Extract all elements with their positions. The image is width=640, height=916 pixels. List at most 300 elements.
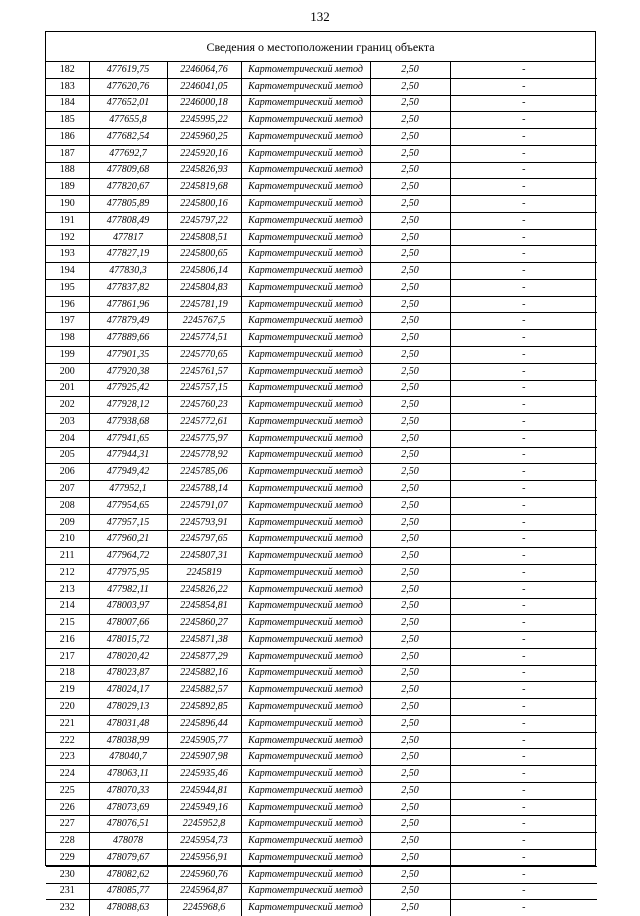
accuracy-cell: 2,50 xyxy=(370,263,450,280)
table-row xyxy=(46,363,597,380)
note-cell: - xyxy=(450,464,597,481)
y-coordinate-cell: 2245968,6 xyxy=(167,900,241,916)
x-coordinate-cell: 478082,62 xyxy=(89,866,167,883)
point-number-cell: 217 xyxy=(46,648,89,665)
table-row xyxy=(46,782,597,799)
point-number-cell: 220 xyxy=(46,699,89,716)
y-coordinate-cell: 2245944,81 xyxy=(167,782,241,799)
method-cell: Картометрический метод xyxy=(241,481,370,498)
y-coordinate-cell: 2245877,29 xyxy=(167,648,241,665)
table-row xyxy=(46,129,597,146)
point-number-cell: 222 xyxy=(46,732,89,749)
accuracy-cell: 2,50 xyxy=(370,732,450,749)
y-coordinate-cell: 2245826,93 xyxy=(167,162,241,179)
note-cell: - xyxy=(450,414,597,431)
point-number-cell: 196 xyxy=(46,296,89,313)
table-row xyxy=(46,598,597,615)
note-cell: - xyxy=(450,229,597,246)
note-cell: - xyxy=(450,112,597,129)
accuracy-cell: 2,50 xyxy=(370,615,450,632)
table-row xyxy=(46,766,597,783)
point-number-cell: 215 xyxy=(46,615,89,632)
table-row xyxy=(46,833,597,850)
coordinates-table xyxy=(46,62,597,916)
note-cell: - xyxy=(450,648,597,665)
table-row xyxy=(46,414,597,431)
table-row xyxy=(46,179,597,196)
table-row xyxy=(46,78,597,95)
point-number-cell: 191 xyxy=(46,212,89,229)
method-cell: Картометрический метод xyxy=(241,715,370,732)
point-number-cell: 199 xyxy=(46,347,89,364)
x-coordinate-cell: 477861,96 xyxy=(89,296,167,313)
x-coordinate-cell: 477960,21 xyxy=(89,531,167,548)
point-number-cell: 197 xyxy=(46,313,89,330)
x-coordinate-cell: 478040,7 xyxy=(89,749,167,766)
point-number-cell: 192 xyxy=(46,229,89,246)
table-row xyxy=(46,749,597,766)
note-cell: - xyxy=(450,330,597,347)
x-coordinate-cell: 478023,87 xyxy=(89,665,167,682)
x-coordinate-cell: 477820,67 xyxy=(89,179,167,196)
method-cell: Картометрический метод xyxy=(241,682,370,699)
method-cell: Картометрический метод xyxy=(241,363,370,380)
point-number-cell: 188 xyxy=(46,162,89,179)
table-row xyxy=(46,263,597,280)
x-coordinate-cell: 477964,72 xyxy=(89,548,167,565)
accuracy-cell: 2,50 xyxy=(370,279,450,296)
note-cell: - xyxy=(450,497,597,514)
method-cell: Картометрический метод xyxy=(241,548,370,565)
table-row xyxy=(46,615,597,632)
table-row xyxy=(46,347,597,364)
method-cell: Картометрический метод xyxy=(241,514,370,531)
y-coordinate-cell: 2245871,38 xyxy=(167,632,241,649)
note-cell: - xyxy=(450,196,597,213)
point-number-cell: 224 xyxy=(46,766,89,783)
x-coordinate-cell: 478007,66 xyxy=(89,615,167,632)
accuracy-cell: 2,50 xyxy=(370,380,450,397)
accuracy-cell: 2,50 xyxy=(370,900,450,916)
x-coordinate-cell: 477920,38 xyxy=(89,363,167,380)
point-number-cell: 189 xyxy=(46,179,89,196)
method-cell: Картометрический метод xyxy=(241,699,370,716)
note-cell: - xyxy=(450,397,597,414)
y-coordinate-cell: 2245757,15 xyxy=(167,380,241,397)
y-coordinate-cell: 2245892,85 xyxy=(167,699,241,716)
y-coordinate-cell: 2245772,61 xyxy=(167,414,241,431)
x-coordinate-cell: 478024,17 xyxy=(89,682,167,699)
accuracy-cell: 2,50 xyxy=(370,564,450,581)
method-cell: Картометрический метод xyxy=(241,766,370,783)
x-coordinate-cell: 477982,11 xyxy=(89,581,167,598)
point-number-cell: 231 xyxy=(46,883,89,900)
y-coordinate-cell: 2246000,18 xyxy=(167,95,241,112)
point-number-cell: 214 xyxy=(46,598,89,615)
accuracy-cell: 2,50 xyxy=(370,129,450,146)
table-row xyxy=(46,699,597,716)
table-row xyxy=(46,330,597,347)
y-coordinate-cell: 2245826,22 xyxy=(167,581,241,598)
page-number: 132 xyxy=(310,9,330,24)
table-row xyxy=(46,464,597,481)
accuracy-cell: 2,50 xyxy=(370,363,450,380)
accuracy-cell: 2,50 xyxy=(370,212,450,229)
point-number-cell: 218 xyxy=(46,665,89,682)
note-cell: - xyxy=(450,296,597,313)
table-row xyxy=(46,816,597,833)
accuracy-cell: 2,50 xyxy=(370,866,450,883)
y-coordinate-cell: 2245788,14 xyxy=(167,481,241,498)
method-cell: Картометрический метод xyxy=(241,179,370,196)
table-row xyxy=(46,715,597,732)
point-number-cell: 187 xyxy=(46,145,89,162)
method-cell: Картометрический метод xyxy=(241,313,370,330)
note-cell: - xyxy=(450,699,597,716)
point-number-cell: 193 xyxy=(46,246,89,263)
x-coordinate-cell: 478070,33 xyxy=(89,782,167,799)
accuracy-cell: 2,50 xyxy=(370,531,450,548)
y-coordinate-cell: 2245935,46 xyxy=(167,766,241,783)
point-number-cell: 195 xyxy=(46,279,89,296)
accuracy-cell: 2,50 xyxy=(370,447,450,464)
table-row xyxy=(46,900,597,916)
note-cell: - xyxy=(522,63,526,75)
table-row xyxy=(46,380,597,397)
method-cell: Картометрический метод xyxy=(241,531,370,548)
x-coordinate-cell: 477938,68 xyxy=(89,414,167,431)
y-coordinate-cell: 2245819,68 xyxy=(167,179,241,196)
method-cell: Картометрический метод xyxy=(241,129,370,146)
accuracy-cell: 2,50 xyxy=(370,782,450,799)
y-coordinate-cell: 2245960,76 xyxy=(167,866,241,883)
y-coordinate-cell: 2246041,05 xyxy=(167,78,241,95)
y-coordinate-cell: 2245793,91 xyxy=(167,514,241,531)
table-row xyxy=(46,296,597,313)
y-coordinate-cell: 2245770,65 xyxy=(167,347,241,364)
method-cell: Картометрический метод xyxy=(241,162,370,179)
y-coordinate-cell: 2245778,92 xyxy=(167,447,241,464)
x-coordinate-cell: 478031,48 xyxy=(89,715,167,732)
accuracy-cell: 2,50 xyxy=(370,883,450,900)
point-number-cell: 228 xyxy=(46,833,89,850)
method-cell: Картометрический метод xyxy=(241,749,370,766)
table-row xyxy=(46,279,597,296)
point-number-cell: 230 xyxy=(46,866,89,883)
point-number-cell: 211 xyxy=(46,548,89,565)
x-coordinate-cell: 478015,72 xyxy=(89,632,167,649)
x-coordinate-cell: 477941,65 xyxy=(89,430,167,447)
table-row xyxy=(46,447,597,464)
point-number-cell: 202 xyxy=(46,397,89,414)
x-coordinate-cell: 478003,97 xyxy=(89,598,167,615)
table-row xyxy=(46,514,597,531)
method-cell: Картометрический метод xyxy=(241,581,370,598)
x-coordinate-cell: 477952,1 xyxy=(89,481,167,498)
x-coordinate-cell: 477817 xyxy=(89,229,167,246)
point-number-cell: 198 xyxy=(46,330,89,347)
y-coordinate-cell: 2245995,22 xyxy=(167,112,241,129)
y-coordinate-cell: 2245791,07 xyxy=(167,497,241,514)
note-cell: - xyxy=(450,833,597,850)
table-body xyxy=(46,62,597,916)
point-number-cell: 200 xyxy=(46,363,89,380)
table-row xyxy=(46,648,597,665)
y-coordinate-cell: 2245860,27 xyxy=(167,615,241,632)
note-cell: - xyxy=(450,212,597,229)
table-row xyxy=(46,866,597,883)
note-cell: - xyxy=(450,682,597,699)
accuracy-cell: 2,50 xyxy=(370,112,450,129)
accuracy-cell: 2,50 xyxy=(370,581,450,598)
point-number-cell: 204 xyxy=(46,430,89,447)
x-coordinate-cell: 478078 xyxy=(89,833,167,850)
method-cell: Картометрический метод xyxy=(241,665,370,682)
table-row xyxy=(46,799,597,816)
point-number-cell: 232 xyxy=(46,900,89,916)
table-row xyxy=(46,145,597,162)
accuracy-cell: 2,50 xyxy=(370,816,450,833)
accuracy-cell: 2,50 xyxy=(370,313,450,330)
method-cell: Картометрический метод xyxy=(241,95,370,112)
y-coordinate-cell: 2245797,22 xyxy=(167,212,241,229)
x-coordinate-cell: 477889,66 xyxy=(89,330,167,347)
x-coordinate-cell: 477805,89 xyxy=(89,196,167,213)
table-row xyxy=(46,849,597,866)
note-cell: - xyxy=(450,179,597,196)
y-coordinate-cell: 2245882,57 xyxy=(167,682,241,699)
note-cell: - xyxy=(450,799,597,816)
x-coordinate-cell: 477692,7 xyxy=(89,145,167,162)
note-cell: - xyxy=(450,849,597,866)
point-number-cell: 208 xyxy=(46,497,89,514)
point-number-cell: 207 xyxy=(46,481,89,498)
note-cell: - xyxy=(450,581,597,598)
note-cell: - xyxy=(450,665,597,682)
x-coordinate-cell: 478088,63 xyxy=(89,900,167,916)
point-number-cell: 229 xyxy=(46,849,89,866)
y-coordinate-cell: 2245806,14 xyxy=(167,263,241,280)
method-cell: Картометрический метод xyxy=(241,447,370,464)
x-coordinate-cell: 477837,82 xyxy=(89,279,167,296)
note-cell: - xyxy=(450,347,597,364)
note-cell: - xyxy=(450,615,597,632)
y-coordinate-cell: 2245905,77 xyxy=(167,732,241,749)
method-cell: Картометрический метод xyxy=(241,782,370,799)
method-cell: Картометрический метод xyxy=(241,296,370,313)
note-cell: - xyxy=(450,447,597,464)
y-coordinate-cell: 2245781,19 xyxy=(167,296,241,313)
table-caption: Сведения о местоположении границ объекта xyxy=(46,32,595,62)
accuracy-cell: 2,50 xyxy=(370,414,450,431)
y-coordinate-cell: 2245907,98 xyxy=(167,749,241,766)
method-cell: Картометрический метод xyxy=(241,279,370,296)
method-cell: Картометрический метод xyxy=(241,330,370,347)
point-number-cell: 184 xyxy=(46,95,89,112)
table-row xyxy=(46,196,597,213)
method-cell: Картометрический метод xyxy=(241,78,370,95)
method-cell: Картометрический метод xyxy=(241,564,370,581)
note-cell: - xyxy=(450,380,597,397)
y-coordinate-cell: 2245949,16 xyxy=(167,799,241,816)
accuracy-cell: 2,50 xyxy=(370,145,450,162)
y-coordinate-cell: 2245760,23 xyxy=(167,397,241,414)
accuracy-cell: 2,50 xyxy=(370,246,450,263)
accuracy-cell: 2,50 xyxy=(370,598,450,615)
note-cell: - xyxy=(450,883,597,900)
accuracy-cell: 2,50 xyxy=(370,229,450,246)
table-row xyxy=(46,665,597,682)
note-cell: - xyxy=(450,246,597,263)
x-coordinate-cell: 477809,68 xyxy=(89,162,167,179)
table-row xyxy=(46,548,597,565)
accuracy-cell: 2,50 xyxy=(370,799,450,816)
y-coordinate-cell: 2245767,5 xyxy=(167,313,241,330)
point-number-cell: 203 xyxy=(46,414,89,431)
point-number-cell: 194 xyxy=(46,263,89,280)
point-number-cell: 210 xyxy=(46,531,89,548)
x-coordinate-cell: 477682,54 xyxy=(89,129,167,146)
method-cell: Картометрический метод xyxy=(241,145,370,162)
y-coordinate-cell: 2245960,25 xyxy=(167,129,241,146)
method-cell: Картометрический метод xyxy=(241,112,370,129)
y-coordinate-cell: 2245775,97 xyxy=(167,430,241,447)
accuracy-cell: 2,50 xyxy=(370,179,450,196)
point-number-cell: 182 xyxy=(46,62,89,78)
accuracy-cell: 2,50 xyxy=(370,196,450,213)
note-cell: - xyxy=(450,632,597,649)
y-coordinate-cell: 2245800,65 xyxy=(167,246,241,263)
note-cell: - xyxy=(450,279,597,296)
y-coordinate-cell: 2245956,91 xyxy=(167,849,241,866)
y-coordinate-cell: 2245804,83 xyxy=(167,279,241,296)
y-coordinate-cell: 2245785,06 xyxy=(167,464,241,481)
x-coordinate-cell: 477957,15 xyxy=(89,514,167,531)
note-cell: - xyxy=(450,95,597,112)
method-cell: Картометрический метод xyxy=(241,900,370,916)
table-row xyxy=(46,564,597,581)
point-number-cell: 186 xyxy=(46,129,89,146)
table-row xyxy=(46,397,597,414)
note-cell: - xyxy=(450,564,597,581)
method-cell: Картометрический метод xyxy=(241,464,370,481)
method-cell: Картометрический метод xyxy=(241,833,370,850)
table-row xyxy=(46,246,597,263)
table-row xyxy=(46,481,597,498)
note-cell: - xyxy=(450,481,597,498)
table-row xyxy=(46,313,597,330)
point-number-cell: 226 xyxy=(46,799,89,816)
accuracy-cell: 2,50 xyxy=(370,162,450,179)
method-cell: Картометрический метод xyxy=(241,246,370,263)
y-coordinate-cell: 2245920,16 xyxy=(167,145,241,162)
table-row xyxy=(46,112,597,129)
point-number-cell: 209 xyxy=(46,514,89,531)
table-row xyxy=(46,212,597,229)
accuracy-cell: 2,50 xyxy=(370,62,450,78)
point-number-cell: 185 xyxy=(46,112,89,129)
x-coordinate-cell: 477620,76 xyxy=(89,78,167,95)
point-number-cell: 212 xyxy=(46,564,89,581)
note-cell: - xyxy=(450,816,597,833)
accuracy-cell: 2,50 xyxy=(370,699,450,716)
point-number-cell: 205 xyxy=(46,447,89,464)
accuracy-cell: 2,50 xyxy=(370,514,450,531)
accuracy-cell: 2,50 xyxy=(370,464,450,481)
boundary-table-frame xyxy=(45,31,596,914)
method-cell: Картометрический метод xyxy=(241,615,370,632)
note-cell: - xyxy=(450,766,597,783)
accuracy-cell: 2,50 xyxy=(370,632,450,649)
table-row xyxy=(46,430,597,447)
table-row xyxy=(46,162,597,179)
method-cell: Картометрический метод xyxy=(241,849,370,866)
accuracy-cell: 2,50 xyxy=(370,849,450,866)
accuracy-cell: 2,50 xyxy=(370,833,450,850)
accuracy-cell: 2,50 xyxy=(370,548,450,565)
note-cell: - xyxy=(450,430,597,447)
y-coordinate-cell: 2245954,73 xyxy=(167,833,241,850)
accuracy-cell: 2,50 xyxy=(370,682,450,699)
accuracy-cell: 2,50 xyxy=(370,715,450,732)
x-coordinate-cell: 477652,01 xyxy=(89,95,167,112)
table-row xyxy=(46,531,597,548)
method-cell: Картометрический метод xyxy=(241,632,370,649)
y-coordinate-cell: 2245819 xyxy=(167,564,241,581)
accuracy-cell: 2,50 xyxy=(370,766,450,783)
x-coordinate-cell: 477975,95 xyxy=(89,564,167,581)
method-cell: Картометрический метод xyxy=(241,397,370,414)
x-coordinate-cell: 477830,3 xyxy=(89,263,167,280)
accuracy-cell: 2,50 xyxy=(370,430,450,447)
point-number-cell: 221 xyxy=(46,715,89,732)
point-number-cell: 216 xyxy=(46,632,89,649)
x-coordinate-cell: 477954,65 xyxy=(89,497,167,514)
note-cell: - xyxy=(450,363,597,380)
x-coordinate-cell: 478085,77 xyxy=(89,883,167,900)
method-cell: Картометрический метод xyxy=(241,196,370,213)
y-coordinate-cell: 2245808,51 xyxy=(167,229,241,246)
table-row xyxy=(46,497,597,514)
x-coordinate-cell: 478073,69 xyxy=(89,799,167,816)
table-row xyxy=(46,62,597,78)
accuracy-cell: 2,50 xyxy=(370,330,450,347)
point-number-cell: 201 xyxy=(46,380,89,397)
y-coordinate-cell: 2245807,31 xyxy=(167,548,241,565)
method-cell: Картометрический метод xyxy=(241,414,370,431)
table-row xyxy=(46,581,597,598)
accuracy-cell: 2,50 xyxy=(370,296,450,313)
x-coordinate-cell: 477619,75 xyxy=(89,62,167,78)
x-coordinate-cell: 477879,49 xyxy=(89,313,167,330)
table-row xyxy=(46,95,597,112)
note-cell: - xyxy=(450,732,597,749)
point-number-cell: 213 xyxy=(46,581,89,598)
point-number-cell: 219 xyxy=(46,682,89,699)
accuracy-cell: 2,50 xyxy=(370,497,450,514)
x-coordinate-cell: 477928,12 xyxy=(89,397,167,414)
method-cell: Картометрический метод xyxy=(241,497,370,514)
method-cell: Картометрический метод xyxy=(241,732,370,749)
method-cell: Картометрический метод xyxy=(241,430,370,447)
method-cell: Картометрический метод xyxy=(241,229,370,246)
accuracy-cell: 2,50 xyxy=(370,78,450,95)
y-coordinate-cell: 2245797,65 xyxy=(167,531,241,548)
x-coordinate-cell: 477925,42 xyxy=(89,380,167,397)
accuracy-cell: 2,50 xyxy=(370,481,450,498)
table-row xyxy=(46,883,597,900)
table-row xyxy=(46,229,597,246)
